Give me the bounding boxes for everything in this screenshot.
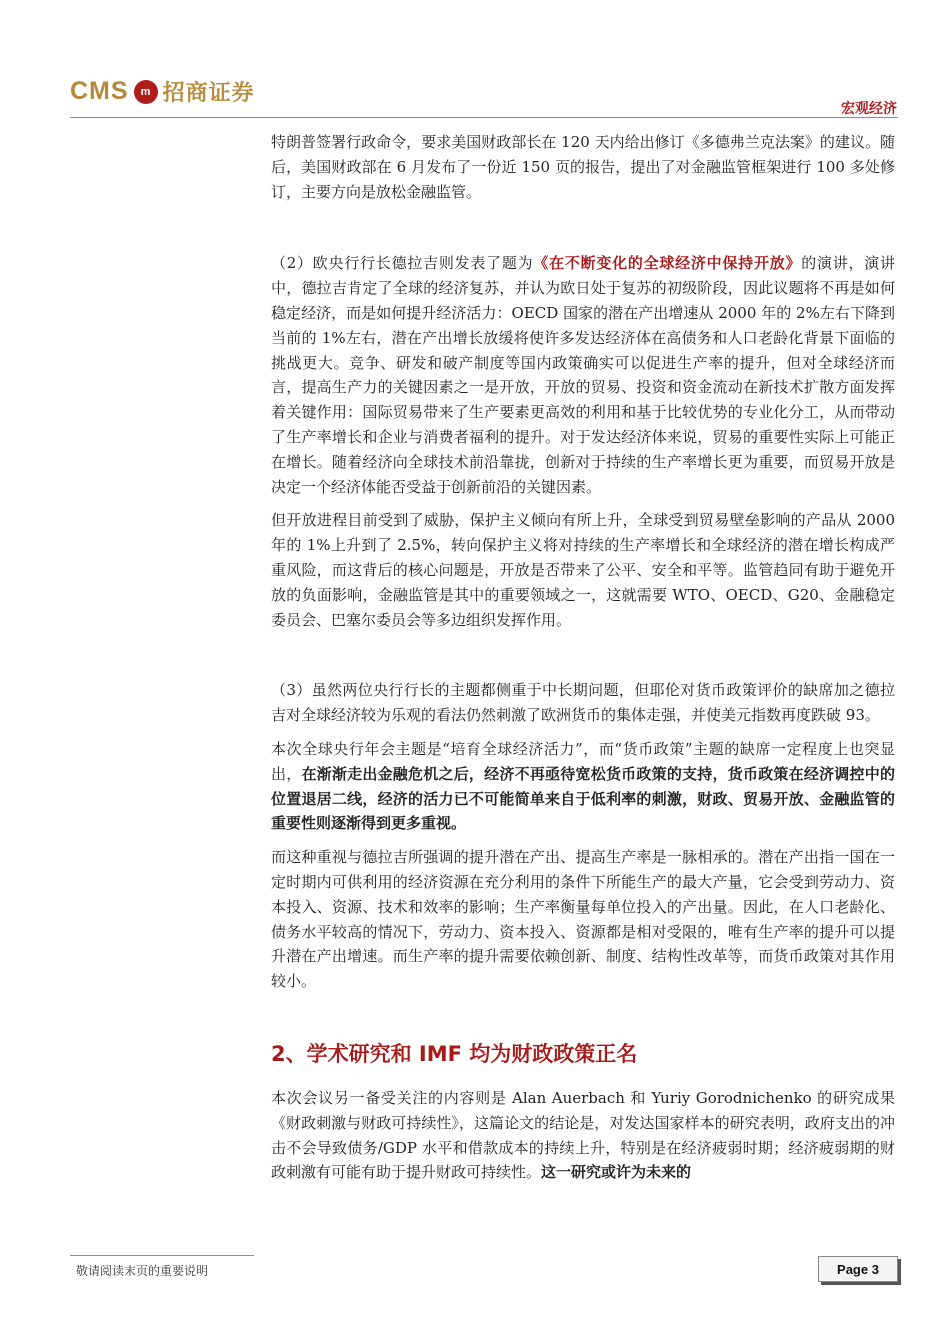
paragraph-2-prefix: （2）欧央行行长德拉吉则发表了题为 [271, 254, 534, 273]
paragraph-7-emphasis: 这一研究或许为未来的 [541, 1163, 692, 1182]
paragraph-5-prefix: 本次全球央行年会主题是“培育全球经济活力”，而“货币政策”主题的缺席一定程度上也突显出， [271, 739, 895, 783]
logo-mark-icon [134, 80, 158, 104]
section-heading: 2、学术研究和 IMF 均为财政政策正名 [271, 1041, 638, 1066]
cms-logo [70, 76, 255, 107]
paragraph-5-emphasis: 在渐渐走出金融危机之后，经济不再亟待宽松货币政策的支持，货币政策在经济调控中的位置退居二线，经济的活力已不可能简单来自于低利率的刺激，财政、贸易开放、金融监管的重要性则逐渐得到更多重视。 [271, 764, 895, 833]
paragraph-2 [271, 251, 895, 499]
logo-mark-letter: m [140, 85, 151, 98]
logo-latin-text: CMS [70, 77, 129, 105]
paragraph-5 [271, 737, 895, 836]
paragraph-7-body: 本次会议另一备受关注的内容则是 Alan Auerbach 和 Yuriy Gorodnichenko 的研究成果《财政刺激与财政可持续性》，这篇论文的结论是，对发达国家样本的研究表明，政府支出的冲击不会导致债务/GDP 水平和借款成本的持续上升，特别是在经济疲弱时期；经济疲弱期的财政刺激有可能有助于提升财政可持续性。 [271, 1088, 895, 1182]
paragraph-1: 特朗普签署行政命令，要求美国财政部长在 120 天内给出修订《多德弗兰克法案》的建议。随后，美国财政部在 6 月发布了一份近 150 页的报告，提出了对金融监管框架进行 100 多处修订，主要方向是放松金融监管。 [271, 133, 895, 201]
page-number: Page 3 [837, 1261, 879, 1277]
footer-divider [70, 1255, 254, 1256]
section-label: 宏观经济 [841, 101, 897, 117]
paragraph-7 [271, 1086, 895, 1185]
paragraph-2-body: 的演讲，演讲中，德拉吉肯定了全球的经济复苏，并认为欧日处于复苏的初级阶段，因此议题将不再是如何稳定经济，而是如何提升经济活力：OECD 国家的潜在产出增速从 2000 年的 2%左右下降到当前的 1%左右，潜在产出增长放缓将使许多发达经济体在高债务和人口老龄化背景下面临的挑战更大。竞争、研发和破产制度等国内政策确实可以促进生产率的提升，但对全球经济而言，提高生产力的关键因素之一是开放，开放的贸易、投资和资金流动在新技术扩散方面发挥着关键作用：国际贸易带来了生产要素更高效的利用和基于比较优势的专业化分工，从而带动了生产率增长和企业与消费者福利的提升。对于发达经济体来说，贸易的重要性实际上可能正在增长。随着经济向全球技术前沿靠拢，创新对于持续的生产率增长更为重要，而贸易开放是决定一个经济体能否受益于创新前沿的关键因素。 [271, 254, 895, 496]
document-body [271, 130, 895, 1185]
page-number-box [818, 1256, 898, 1282]
page-header [0, 0, 950, 125]
paragraph-3: 但开放进程目前受到了威胁，保护主义倾向有所上升，全球受到贸易壁垒影响的产品从 2000 年的 1%上升到了 2.5%，转向保护主义将对持续的生产率增长和全球经济的潜在增长构成严重风险，而这背后的核心问题是，开放是否带来了公平、安全和平等。监管趋同有助于避免开放的负面影响，金融监管是其中的重要领域之一，这就需要 WTO、OECD、G20、金融稳定委员会、巴塞尔委员会等多边组织发挥作用。 [271, 511, 895, 629]
paragraph-4: （3）虽然两位央行行长的主题都侧重于中长期问题，但耶伦对货币政策评价的缺席加之德拉吉对全球经济较为乐观的看法仍然刺激了欧洲货币的集体走强，并使美元指数再度跌破 93。 [271, 681, 895, 725]
disclaimer-note: 敬请阅读末页的重要说明 [76, 1264, 209, 1278]
paragraph-6: 而这种重视与德拉吉所强调的提升潜在产出、提高生产率是一脉相承的。潜在产出指一国在一定时期内可供利用的经济资源在充分利用的条件下所能生产的最大产量，它会受到劳动力、资本投入、资源、技术和效率的影响；生产率衡量每单位投入的产出量。因此，在人口老龄化、债务水平较高的情况下，劳动力、资本投入、资源都是相对受限的，唯有生产率的提升可以提升潜在产出增速。而生产率的提升需要依赖创新、制度、结构性改革等，而货币政策对其作用较小。 [271, 848, 895, 991]
logo-chinese-text: 招商证券 [162, 81, 255, 106]
header-divider [70, 117, 898, 118]
speech-title: 《在不断变化的全球经济中保持开放》 [533, 254, 802, 273]
